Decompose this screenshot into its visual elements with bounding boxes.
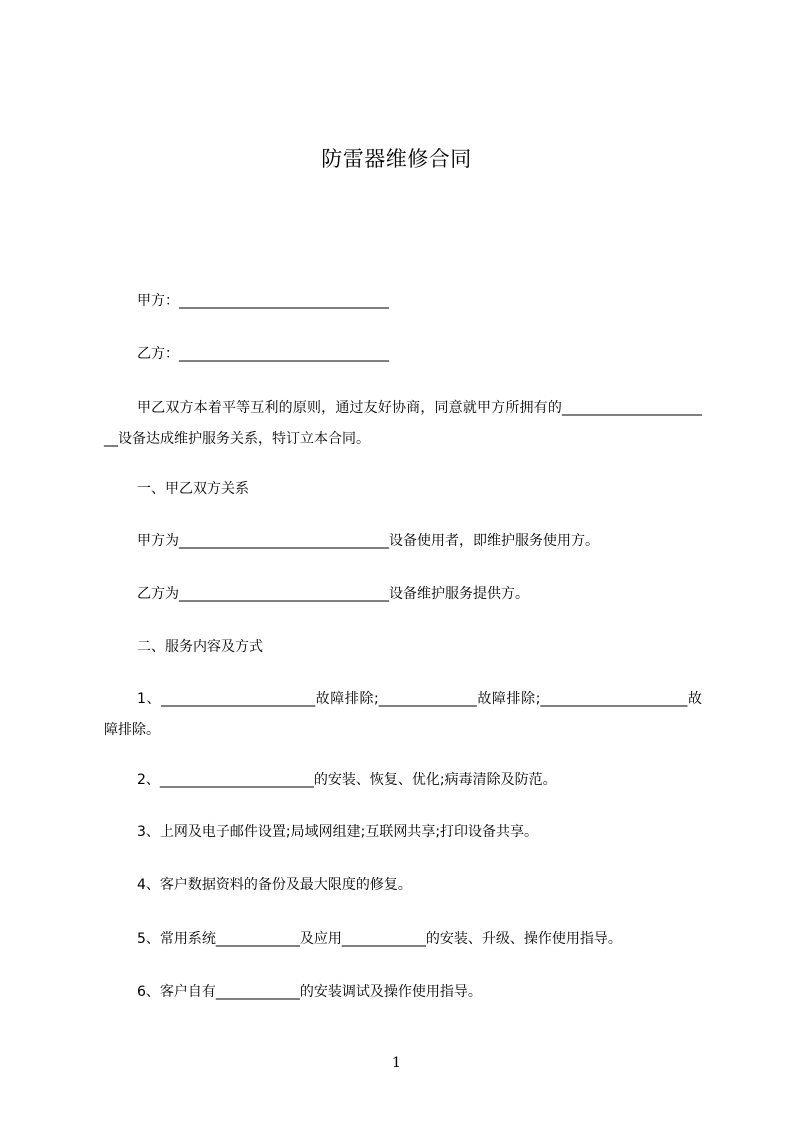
service-item-3: 3、上网及电子邮件设置;局域网组建;互联网共享;打印设备共享。: [137, 824, 539, 840]
party-b-field: 乙方：______________________________: [137, 346, 389, 362]
service-item-4: 4、客户数据资料的备份及最大限度的修复。: [137, 877, 412, 893]
section-1-heading: 一、甲乙双方关系: [137, 481, 249, 497]
section-1-party-b-line: 乙方为______________________________设备维护服务提供方。: [137, 586, 529, 602]
intro-paragraph: 甲乙双方本着平等互利的原则，通过友好协商，同意就甲方所拥有的______________________设备达成维护服务关系，特订立本合同。: [104, 400, 702, 447]
section-1-party-a-line: 甲方为______________________________设备使用者，即维护服务使用方。: [137, 533, 599, 549]
section-2-heading: 二、服务内容及方式: [137, 639, 263, 655]
document-title: 防雷器维修合同: [321, 147, 472, 171]
service-item-5: 5、常用系统____________及应用____________的安装、升级、操作使用指导。: [137, 931, 622, 947]
party-a-field: 甲方：______________________________: [137, 293, 389, 309]
service-item-1: 1、______________________故障排除;______________故障排除;_____________________故障排除。: [104, 691, 702, 738]
page-number: 1: [392, 1055, 401, 1071]
service-item-2: 2、______________________的安装、恢复、优化;病毒清除及防范。: [137, 772, 557, 788]
service-item-6: 6、客户自有____________的安装调试及操作使用指导。: [137, 984, 482, 1000]
